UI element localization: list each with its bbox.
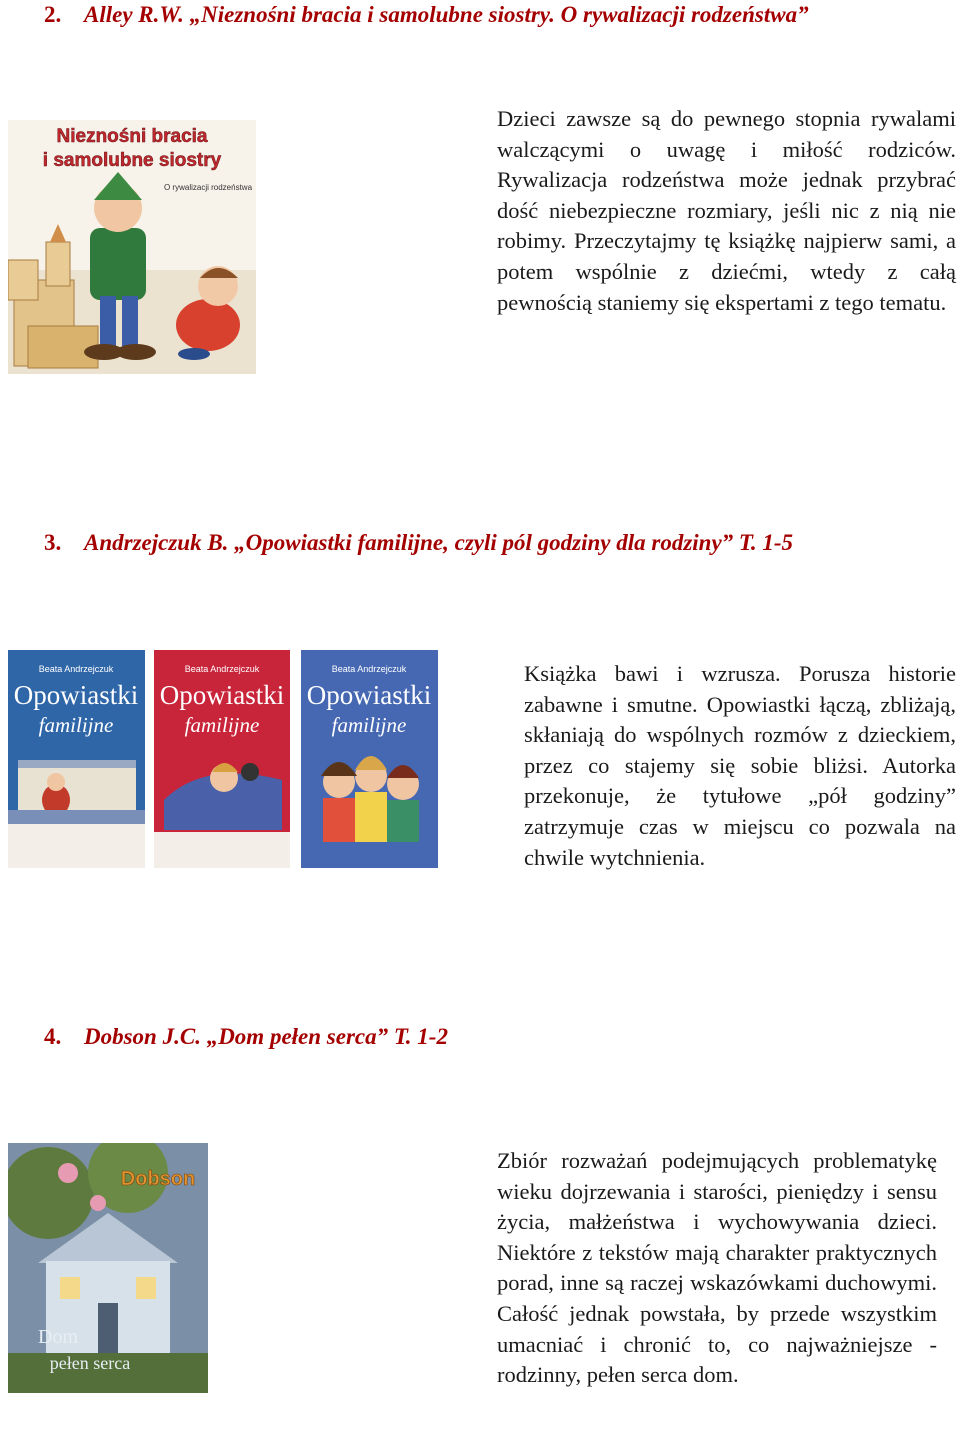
book-cover-image-vol-1: [8, 650, 145, 868]
item-title: Dobson J.C. „Dom pełen serca” T. 1-2: [84, 1024, 448, 1049]
cover-title-2: familijne: [38, 713, 114, 737]
item-number: 4.: [44, 1024, 62, 1049]
cover-author: Beata Andrzejczuk: [184, 664, 260, 674]
cover-title-1: Dom: [38, 1326, 78, 1348]
cover-subtitle: O rywalizacji rodzeństwa: [163, 183, 253, 192]
item-4-description: Zbiór rozważań podejmujących problematykę wieku dojrzewania i starości, pieniędzy i sensu życia, małżeństwa i wychowywania dzieci. Niektóre z tekstów mają charakter praktycznych porad, inne są raczej wskazówkami duchowymi. Całość jednak powstała, by przede wszystkim umacniać i chronić to, co najważniejsze - rodzinny, pełen serca dom.: [497, 1148, 937, 1388]
book-cover-image-vol-2: [154, 650, 290, 868]
cover-author: Beata Andrzejczuk: [38, 664, 114, 674]
cover-title-2: familijne: [331, 713, 407, 737]
book-cover-image: [8, 120, 256, 374]
cover-illustration: [8, 650, 145, 868]
cover-title-2: familijne: [184, 713, 260, 737]
cover-title-1: Opowiastki: [13, 680, 139, 710]
cover-illustration: [301, 650, 438, 868]
item-number: 3.: [44, 530, 62, 555]
item-4-heading: [44, 1022, 448, 1052]
item-3-heading: [44, 528, 793, 558]
cover-author: Dobson: [120, 1168, 196, 1190]
cover-illustration: [154, 650, 290, 868]
cover-title-1: Opowiastki: [159, 680, 285, 710]
cover-author: Beata Andrzejczuk: [331, 664, 407, 674]
cover-illustration: [8, 120, 256, 374]
cover-title-2: i samolubne siostry: [42, 150, 222, 171]
item-number: 2.: [44, 2, 62, 27]
cover-title-1: Nieznośni bracia: [56, 126, 208, 147]
item-2-heading: [44, 0, 809, 30]
item-title: Andrzejczuk B. „Opowiastki familijne, czyli pól godziny dla rodziny” T. 1-5: [84, 530, 794, 555]
cover-illustration: [8, 1143, 208, 1393]
item-title: Alley R.W. „Nieznośni bracia i samolubne siostry. O rywalizacji rodzeństwa”: [84, 2, 809, 27]
cover-title-1: Opowiastki: [306, 680, 432, 710]
item-2-description: Dzieci zawsze są do pewnego stopnia rywalami walczącymi o uwagę i miłość rodziców. Rywalizacja rodzeństwa może jednak przybrać dość niebezpieczne rozmiary, jeśli nic z nią nie robimy. Przeczytajmy tę książkę najpierw sami, a potem wspólnie z dziećmi, wtedy z całą pewnością staniemy się ekspertami z tego tematu.: [497, 106, 956, 315]
item-3-description: Książka bawi i wzrusza. Porusza historie zabawne i smutne. Opowiastki łączą, zbliżają, skłaniają do wspólnych rozmów z dzieckiem, przez co stajemy się sobie bliżsi. Autorka przekonuje, że tytułowe „pół godziny” zatrzymuje czas w miejscu co pozwala na chwile wytchnienia.: [524, 661, 956, 870]
book-cover-image-vol-3: [301, 650, 438, 868]
cover-title-2: pełen serca: [49, 1353, 131, 1373]
book-cover-image: [8, 1143, 208, 1393]
